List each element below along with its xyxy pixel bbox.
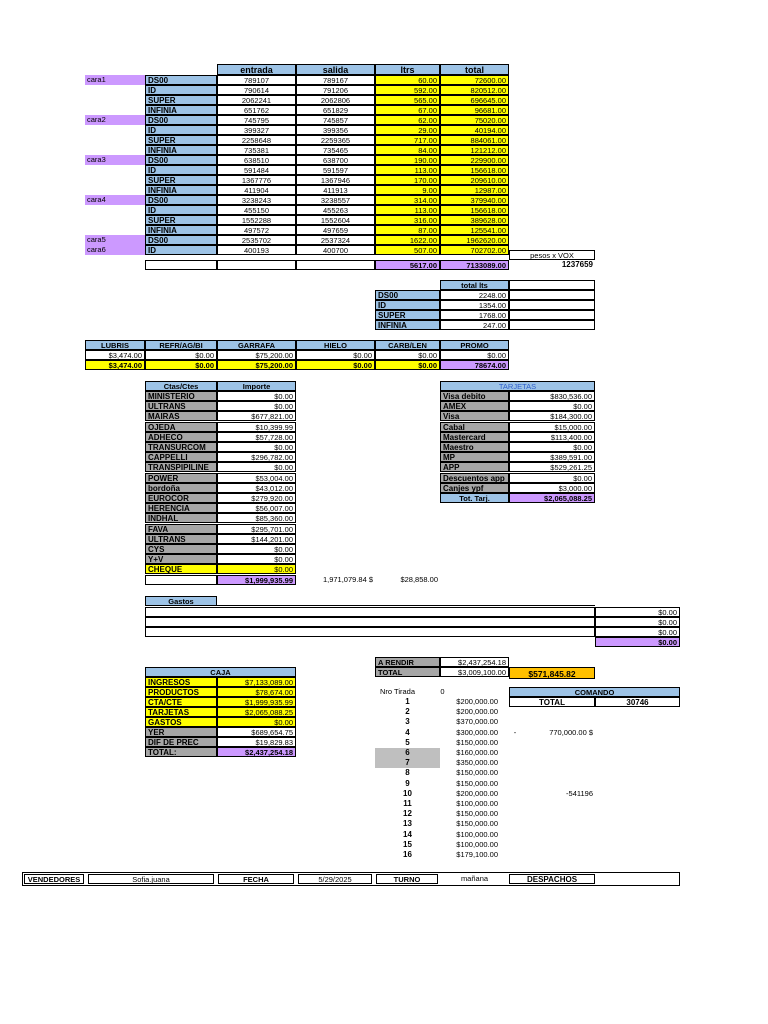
salida-cell[interactable]: 651829 (296, 105, 375, 115)
cta-name: ADHECO (145, 432, 217, 442)
tarjeta-value[interactable]: $184,300.00 (509, 411, 595, 421)
tirada-number: 4 (405, 727, 410, 737)
extras-total: 78674.00 (440, 360, 509, 370)
tarjeta-name: Descuentos app (440, 473, 509, 483)
salida-cell[interactable]: 638700 (296, 155, 375, 165)
lts-blank (509, 310, 595, 320)
tirada-amount[interactable]: $100,000.00 (456, 839, 498, 849)
total-cell: 696645.00 (440, 95, 509, 105)
cta-name: INDHAL (145, 513, 217, 523)
tarjeta-value[interactable]: $389,591.00 (509, 452, 595, 462)
caja-value: $19,829.83 (217, 737, 296, 747)
salida-cell[interactable]: 455263 (296, 205, 375, 215)
turno-label: TURNO (376, 874, 438, 884)
salida-cell[interactable]: 399356 (296, 125, 375, 135)
product-label: SUPER (145, 135, 217, 145)
ltrs-cell: 565.00 (375, 95, 440, 105)
cta-name: CHEQUE (145, 564, 217, 574)
pesos-vox-value: 1237659 (561, 260, 593, 269)
cta-value[interactable]: $0.00 (217, 564, 296, 574)
header-salida: salida (296, 64, 375, 75)
total-cell: 156618.00 (440, 165, 509, 175)
tirada-number: 15 (403, 839, 412, 849)
total-cell: 1962620.00 (440, 235, 509, 245)
caja-value: $2,065,088.25 (217, 707, 296, 717)
product-label: SUPER (145, 95, 217, 105)
header-entrada: entrada (217, 64, 296, 75)
salida-cell[interactable]: 745857 (296, 115, 375, 125)
lts-product-label: ID (375, 300, 440, 310)
salida-cell[interactable]: 791206 (296, 85, 375, 95)
caja-name: YER (145, 727, 217, 737)
tarjeta-name: Canjes ypf (440, 483, 509, 493)
tirada-amount[interactable]: $100,000.00 (456, 799, 498, 808)
tirada-side-value-2: -541196 (566, 789, 593, 798)
gastos-header: Gastos (145, 596, 217, 606)
ctas-header: Ctas/Ctes (145, 381, 217, 391)
tirada-amount[interactable]: $200,000.00 (456, 697, 498, 706)
caja-value: $2,437,254.18 (217, 747, 296, 757)
caja-name: INGRESOS (145, 677, 217, 687)
tarjeta-value[interactable]: $830,536.00 (509, 391, 595, 401)
product-label: DS00 (145, 115, 217, 125)
total-cell: 75020.00 (440, 115, 509, 125)
caja-value: $0.00 (217, 717, 296, 727)
tarjeta-value[interactable]: $3,000.00 (509, 483, 595, 493)
cta-name: MAIRAS (145, 411, 217, 421)
lts-product-label: INFINIA (375, 320, 440, 330)
importe-header: Importe (217, 381, 296, 391)
extras-total: $0.00 (296, 360, 375, 370)
tirada-number: 1 (405, 697, 410, 706)
extras-value[interactable]: $0.00 (440, 350, 509, 360)
entrada-cell[interactable]: 638510 (217, 155, 296, 165)
total-ltrs: 5617.00 (375, 260, 440, 270)
cta-name: TRANSURCOM (145, 442, 217, 452)
caja-header: CAJA (145, 667, 296, 677)
cta-name: EUROCOR (145, 493, 217, 503)
ctas-extra-1: 1,971,079.84 $ (322, 575, 373, 584)
tirada-number: 2 (405, 707, 410, 717)
salida-cell[interactable]: 497659 (296, 225, 375, 235)
caja-value: $78,674.00 (217, 687, 296, 697)
total-cell: 40194.00 (440, 125, 509, 135)
extras-total: $3,474.00 (85, 360, 145, 370)
lts-product-label: DS00 (375, 290, 440, 300)
tirada-amount[interactable]: $200,000.00 (456, 788, 498, 798)
tirada-number: 9 (405, 778, 410, 788)
entrada-cell[interactable]: 745795 (217, 115, 296, 125)
ctas-total-blank (145, 575, 217, 585)
vendedores-label: VENDEDORES (24, 874, 84, 884)
ltrs-cell: 113.00 (375, 165, 440, 175)
lts-value: 1768.00 (440, 310, 509, 320)
total-cell: 12987.00 (440, 185, 509, 195)
product-label: ID (145, 165, 217, 175)
salida-cell[interactable]: 2259365 (296, 135, 375, 145)
tirada-number: 11 (403, 799, 412, 808)
tarjetas-total: $2,065,088.25 (509, 493, 595, 503)
product-label: SUPER (145, 215, 217, 225)
tirada-amount[interactable]: $370,000.00 (456, 717, 498, 727)
cara-label: cara1 (85, 75, 145, 85)
diff-value: $571,845.82 (509, 667, 595, 679)
ltrs-cell: 314.00 (375, 195, 440, 205)
extras-total: $0.00 (375, 360, 440, 370)
tarjeta-value[interactable]: $113,400.00 (509, 432, 595, 442)
extras-header: REFR/AG/BI (145, 340, 217, 350)
product-label: INFINIA (145, 145, 217, 155)
product-label: INFINIA (145, 185, 217, 195)
tirada-number: 10 (403, 788, 412, 798)
tirada-amount[interactable]: $150,000.00 (456, 768, 498, 778)
cta-name: ULTRANS (145, 534, 217, 544)
total-value: $3,009,100.00 (440, 667, 509, 677)
total-cell: 229900.00 (440, 155, 509, 165)
cta-name: MINISTERIO (145, 391, 217, 401)
tirada-amount[interactable]: $150,000.00 (456, 737, 498, 747)
entrada-cell[interactable]: 400193 (217, 245, 296, 255)
entrada-cell[interactable]: 455150 (217, 205, 296, 215)
total-cell: 209610.00 (440, 175, 509, 185)
entrada-cell[interactable]: 591484 (217, 165, 296, 175)
salida-cell[interactable]: 591597 (296, 165, 375, 175)
total-cell: 379940.00 (440, 195, 509, 205)
extras-header: LUBRIS (85, 340, 145, 350)
cta-name: FAVA (145, 524, 217, 534)
comando-label: TOTAL (509, 697, 595, 707)
gastos-row[interactable] (145, 607, 595, 617)
caja-name: DIF DE PREC (145, 737, 217, 747)
cta-name: Y+V (145, 554, 217, 564)
ltrs-cell: 316.00 (375, 215, 440, 225)
tirada-number: 12 (403, 809, 412, 819)
ltrs-cell: 67.00 (375, 105, 440, 115)
gastos-row[interactable] (145, 627, 595, 637)
tirada-header-value: 0 (440, 687, 445, 696)
caja-name: GASTOS (145, 717, 217, 727)
cta-value[interactable]: $279,920.00 (217, 493, 296, 503)
tirada-amount[interactable]: $200,000.00 (456, 707, 498, 717)
gastos-value: $0.00 (595, 627, 680, 637)
lts-blank (509, 290, 595, 300)
cta-value[interactable]: $53,004.00 (217, 473, 296, 483)
extras-value[interactable]: $75,200.00 (217, 350, 296, 360)
product-label: ID (145, 205, 217, 215)
tarjetas-header: TARJETAS (440, 381, 595, 391)
entrada-cell[interactable]: 411904 (217, 185, 296, 195)
gastos-value: $0.00 (595, 607, 680, 617)
ltrs-cell: 29.00 (375, 125, 440, 135)
product-label: DS00 (145, 195, 217, 205)
ltrs-cell: 717.00 (375, 135, 440, 145)
tarjeta-value[interactable]: $0.00 (509, 442, 595, 452)
caja-value: $689,654.75 (217, 727, 296, 737)
cara-label: cara6 (85, 245, 145, 255)
entrada-cell[interactable]: 789107 (217, 75, 296, 85)
gastos-value: $0.00 (595, 617, 680, 627)
entrada-cell[interactable]: 399327 (217, 125, 296, 135)
ltrs-cell: 62.00 (375, 115, 440, 125)
tarjeta-name: MP (440, 452, 509, 462)
a-rendir-label: A RENDIR (375, 657, 440, 667)
tirada-number: 8 (405, 768, 410, 778)
comando-value: 30746 (595, 697, 680, 707)
salida-cell[interactable]: 411913 (296, 185, 375, 195)
tirada-amount[interactable]: $150,000.00 (456, 809, 498, 819)
extras-value[interactable]: $0.00 (375, 350, 440, 360)
cta-name: POWER (145, 473, 217, 483)
salida-cell[interactable]: 789167 (296, 75, 375, 85)
tarjetas-total-label: Tot. Tarj. (440, 493, 509, 503)
tirada-number: 13 (403, 819, 412, 829)
tirada-number: 7 (375, 758, 440, 768)
turno-value[interactable]: mañana (460, 874, 489, 883)
cta-name: OJEDA (145, 422, 217, 432)
extras-value[interactable]: $0.00 (296, 350, 375, 360)
tarjeta-name: Mastercard (440, 432, 509, 442)
ltrs-cell: 87.00 (375, 225, 440, 235)
product-label: DS00 (145, 155, 217, 165)
lts-value: 247.00 (440, 320, 509, 330)
tarjeta-name: APP (440, 462, 509, 472)
tarjeta-name: Visa (440, 411, 509, 421)
tarjeta-value[interactable]: $15,000.00 (509, 422, 595, 432)
total-cell: 72600.00 (440, 75, 509, 85)
caja-name: CTA/CTE (145, 697, 217, 707)
cta-name: CAPPELLI (145, 452, 217, 462)
tirada-amount[interactable]: $150,000.00 (456, 778, 498, 788)
extras-value[interactable]: $3,474.00 (85, 350, 145, 360)
tirada-amount[interactable]: $150,000.00 (456, 819, 498, 829)
a-rendir-value: $2,437,254.18 (440, 657, 509, 667)
tirada-amount[interactable]: $100,000.00 (456, 829, 498, 839)
cta-value[interactable]: $0.00 (217, 462, 296, 472)
entrada-cell[interactable]: 2062241 (217, 95, 296, 105)
extras-header: CARB/LEN (375, 340, 440, 350)
cta-name: TRANSPIPILINE (145, 462, 217, 472)
cta-value[interactable]: $677,821.00 (217, 411, 296, 421)
cara-label: cara5 (85, 235, 145, 245)
entrada-cell[interactable]: 1367776 (217, 175, 296, 185)
caja-value: $7,133,089.00 (217, 677, 296, 687)
extras-header: GARRAFA (217, 340, 296, 350)
total-label: TOTAL (375, 667, 440, 677)
product-label: ID (145, 125, 217, 135)
pesos-vox-label: pesos x VOX (509, 250, 595, 260)
cta-name: HERENCIA (145, 503, 217, 513)
comando-header: COMANDO (509, 687, 680, 697)
cta-value[interactable]: $296,782.00 (217, 452, 296, 462)
extras-header: PROMO (440, 340, 509, 350)
extras-total: $0.00 (145, 360, 217, 370)
tirada-side-value: 770,000.00 $ (549, 728, 593, 737)
product-label: DS00 (145, 75, 217, 85)
caja-value: $1,999,935.99 (217, 697, 296, 707)
pump-total-blank (296, 260, 375, 270)
entrada-cell[interactable]: 3238243 (217, 195, 296, 205)
total-lts-blank (509, 280, 595, 290)
tarjeta-name: Cabal (440, 422, 509, 432)
cara-label: cara4 (85, 195, 145, 205)
salida-cell[interactable]: 735465 (296, 145, 375, 155)
tirada-amount[interactable]: $300,000.00 (456, 727, 498, 737)
pump-total-blank (145, 260, 217, 270)
caja-name: PRODUCTOS (145, 687, 217, 697)
cta-value[interactable]: $0.00 (217, 554, 296, 564)
product-label: INFINIA (145, 225, 217, 235)
total-lts-header: total lts (440, 280, 509, 290)
extras-value[interactable]: $0.00 (145, 350, 217, 360)
lts-blank (509, 320, 595, 330)
entrada-cell[interactable]: 1552288 (217, 215, 296, 225)
header-total: total (440, 64, 509, 75)
tirada-header-label: Nro Tirada (379, 687, 415, 696)
entrada-cell[interactable]: 651762 (217, 105, 296, 115)
tirada-number: 3 (405, 717, 410, 727)
cta-value[interactable]: $85,360.00 (217, 513, 296, 523)
ltrs-cell: 1622.00 (375, 235, 440, 245)
salida-cell[interactable]: 2537324 (296, 235, 375, 245)
ltrs-cell: 60.00 (375, 75, 440, 85)
salida-cell[interactable]: 1552604 (296, 215, 375, 225)
gastos-line (217, 596, 595, 606)
tarjeta-value[interactable]: $529,261.25 (509, 462, 595, 472)
total-cell: 156618.00 (440, 205, 509, 215)
gastos-total: $0.00 (595, 637, 680, 647)
cta-value[interactable]: $0.00 (217, 401, 296, 411)
ltrs-cell: 190.00 (375, 155, 440, 165)
cta-value[interactable]: $295,701.00 (217, 524, 296, 534)
tirada-amount[interactable]: $350,000.00 (456, 758, 498, 768)
cta-value[interactable]: $43,012.00 (217, 483, 296, 493)
cta-name: bordoña (145, 483, 217, 493)
product-label: ID (145, 245, 217, 255)
tirada-number: 5 (405, 737, 410, 747)
pump-total-blank (217, 260, 296, 270)
tirada-amount[interactable]: $160,000.00 (456, 748, 498, 757)
tirada-amount[interactable]: $179,100.00 (456, 850, 498, 859)
product-label: SUPER (145, 175, 217, 185)
tarjeta-value[interactable]: $0.00 (509, 473, 595, 483)
cta-value[interactable]: $10,399.99 (217, 422, 296, 432)
tarjeta-name: Visa debito (440, 391, 509, 401)
tirada-number: 16 (403, 850, 412, 859)
lts-value: 1354.00 (440, 300, 509, 310)
cara-label: cara2 (85, 115, 145, 125)
caja-name: TARJETAS (145, 707, 217, 717)
lts-product-label: SUPER (375, 310, 440, 320)
extras-total: $75,200.00 (217, 360, 296, 370)
product-label: INFINIA (145, 105, 217, 115)
ctas-extra-2: $28,858.00 (400, 575, 438, 584)
total-cell: 125541.00 (440, 225, 509, 235)
cta-value[interactable]: $57,728.00 (217, 432, 296, 442)
tirada-number: 14 (403, 829, 412, 839)
tirada-number: 6 (375, 748, 440, 758)
entrada-cell[interactable]: 735381 (217, 145, 296, 155)
ltrs-cell: 507.00 (375, 245, 440, 255)
ctas-total: $1,999,935.99 (217, 575, 296, 585)
salida-cell[interactable]: 2062806 (296, 95, 375, 105)
ltrs-cell: 113.00 (375, 205, 440, 215)
total-pesos: 7133089.00 (440, 260, 509, 270)
entrada-cell[interactable]: 790614 (217, 85, 296, 95)
salida-cell[interactable]: 1367946 (296, 175, 375, 185)
product-label: ID (145, 85, 217, 95)
salida-cell[interactable]: 3238557 (296, 195, 375, 205)
cta-value[interactable]: $0.00 (217, 391, 296, 401)
total-cell: 702702.00 (440, 245, 509, 255)
cta-name: CYS (145, 544, 217, 554)
total-cell: 121212.00 (440, 145, 509, 155)
gastos-row[interactable] (145, 617, 595, 627)
lts-blank (509, 300, 595, 310)
tirada-dash: - (513, 728, 517, 737)
tarjeta-value[interactable]: $0.00 (509, 401, 595, 411)
vendedores-value[interactable]: Sofia.juana (88, 874, 214, 884)
entrada-cell[interactable]: 497572 (217, 225, 296, 235)
tarjeta-name: AMEX (440, 401, 509, 411)
cara-label: cara3 (85, 155, 145, 165)
extras-header: HIELO (296, 340, 375, 350)
fecha-value[interactable]: 5/29/2025 (298, 874, 372, 884)
entrada-cell[interactable]: 2535702 (217, 235, 296, 245)
ltrs-cell: 84.00 (375, 145, 440, 155)
salida-cell[interactable]: 400700 (296, 245, 375, 255)
header-ltrs: ltrs (375, 64, 440, 75)
cta-value[interactable]: $144,201.00 (217, 534, 296, 544)
cta-value[interactable]: $0.00 (217, 544, 296, 554)
total-cell: 96681.00 (440, 105, 509, 115)
cta-name: ULTRANS (145, 401, 217, 411)
ltrs-cell: 592.00 (375, 85, 440, 95)
cta-value[interactable]: $0.00 (217, 442, 296, 452)
despachos-label: DESPACHOS (509, 874, 595, 884)
ltrs-cell: 9.00 (375, 185, 440, 195)
cta-value[interactable]: $56,007.00 (217, 503, 296, 513)
tarjeta-name: Maestro (440, 442, 509, 452)
entrada-cell[interactable]: 2258648 (217, 135, 296, 145)
total-cell: 389628.00 (440, 215, 509, 225)
fecha-label: FECHA (218, 874, 294, 884)
caja-name: TOTAL: (145, 747, 217, 757)
product-label: DS00 (145, 235, 217, 245)
total-cell: 820512.00 (440, 85, 509, 95)
total-cell: 884061.00 (440, 135, 509, 145)
ltrs-cell: 170.00 (375, 175, 440, 185)
lts-value: 2248.00 (440, 290, 509, 300)
